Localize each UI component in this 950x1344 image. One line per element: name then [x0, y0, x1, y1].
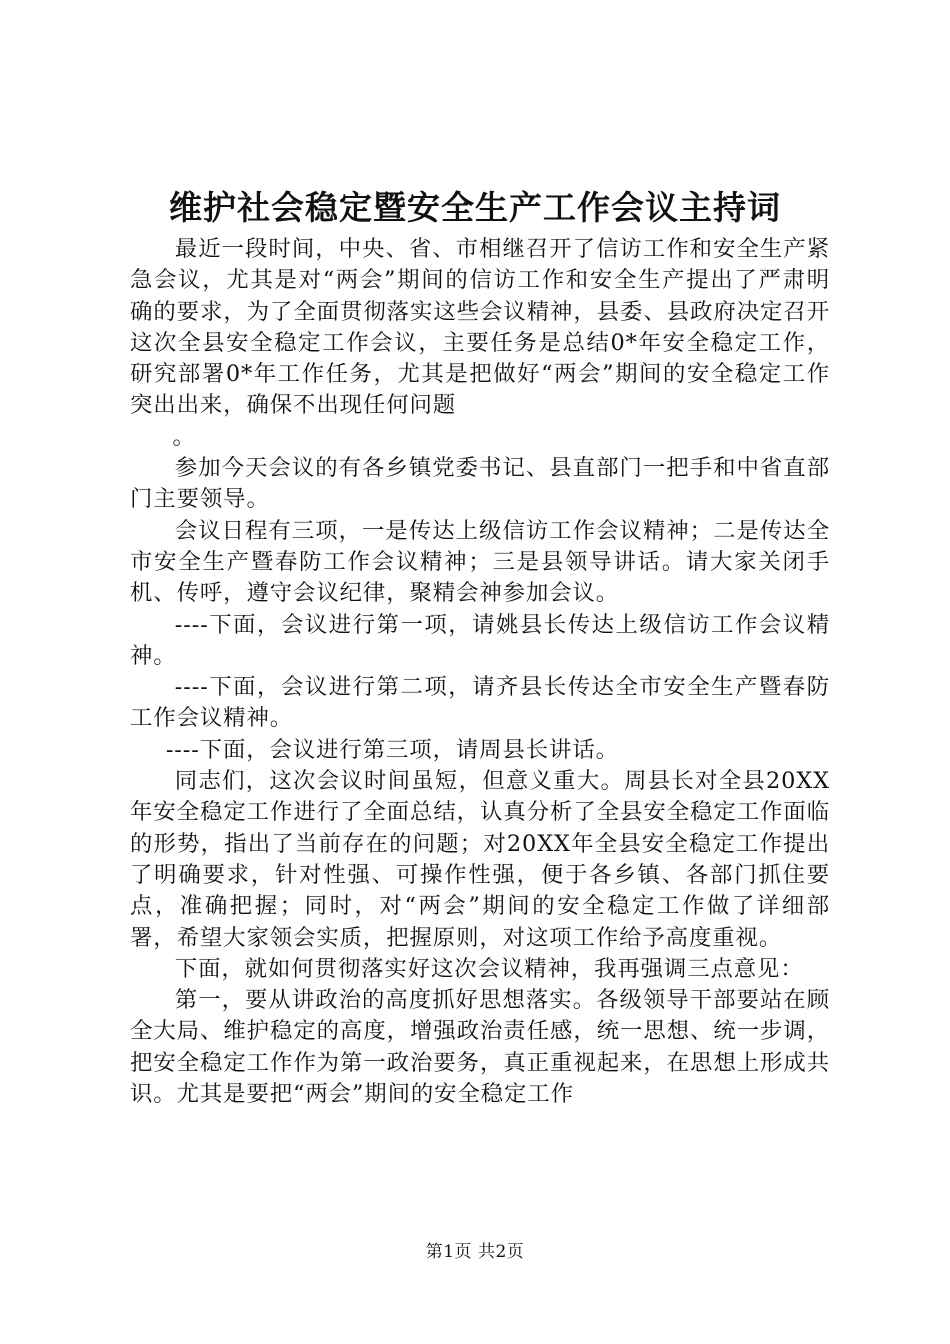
paragraph-period: 。 — [172, 423, 196, 450]
document-body — [130, 234, 830, 1110]
document-title: 维护社会稳定暨安全生产工作会议主持词 — [169, 188, 781, 227]
page-number-footer: 第1页 共2页 — [425, 1242, 525, 1262]
paragraph-summary: 同志们，这次会议时间虽短，但意义重大。周县长对全县20XX年安全稳定工作进行了全面总结，认真分析了全县安全稳定工作面临的形势，指出了当前存在的问题；对20XX年全县安全稳定工作提出了明确要求，针对性强、可操作性强，便于各乡镇、各部门抓住要点，准确把握；同时，对“两会”期间的安全稳定工作做了详细部署，希望大家领会实质，把握原则，对这项工作给予高度重视。 — [130, 768, 830, 951]
paragraph-opinions-intro: 下面，就如何贯彻落实好这次会议精神，我再强调三点意见： — [174, 955, 804, 982]
paragraph-item-three: ----下面，会议进行第三项，请周县长讲话。 — [165, 736, 619, 763]
paragraph-attendees: 参加今天会议的有各乡镇党委书记、县直部门一把手和中省直部门主要领导。 — [130, 455, 830, 513]
paragraph-item-two: ----下面，会议进行第二项，请齐县长传达全市安全生产暨春防工作会议精神。 — [130, 674, 830, 732]
paragraph-item-one: ----下面，会议进行第一项，请姚县长传达上级信访工作会议精神。 — [130, 611, 830, 669]
paragraph-intro: 最近一段时间，中央、省、市相继召开了信访工作和安全生产紧急会议，尤其是对“两会”期间的信访工作和安全生产提出了严肃明确的要求，为了全面贯彻落实这些会议精神，县委、县政府决定召开这次全县安全稳定工作会议，主要任务是总结0*年安全稳定工作，研究部署0*年工作任务，尤其是把做好“两会”期间的安全稳定工作突出出来，确保不出现任何问题 — [130, 236, 830, 419]
paragraph-agenda: 会议日程有三项，一是传达上级信访工作会议精神；二是传达全市安全生产暨春防工作会议精神；三是县领导讲话。请大家关闭手机、传呼，遵守会议纪律，聚精会神参加会议。 — [130, 517, 830, 607]
paragraph-point-one: 第一，要从讲政治的高度抓好思想落实。各级领导干部要站在顾全大局、维护稳定的高度，增强政治责任感，统一思想、统一步调，把安全稳定工作作为第一政治要务，真正重视起来，在思想上形成共识。尤其是要把“两会”期间的安全稳定工作 — [130, 987, 830, 1108]
